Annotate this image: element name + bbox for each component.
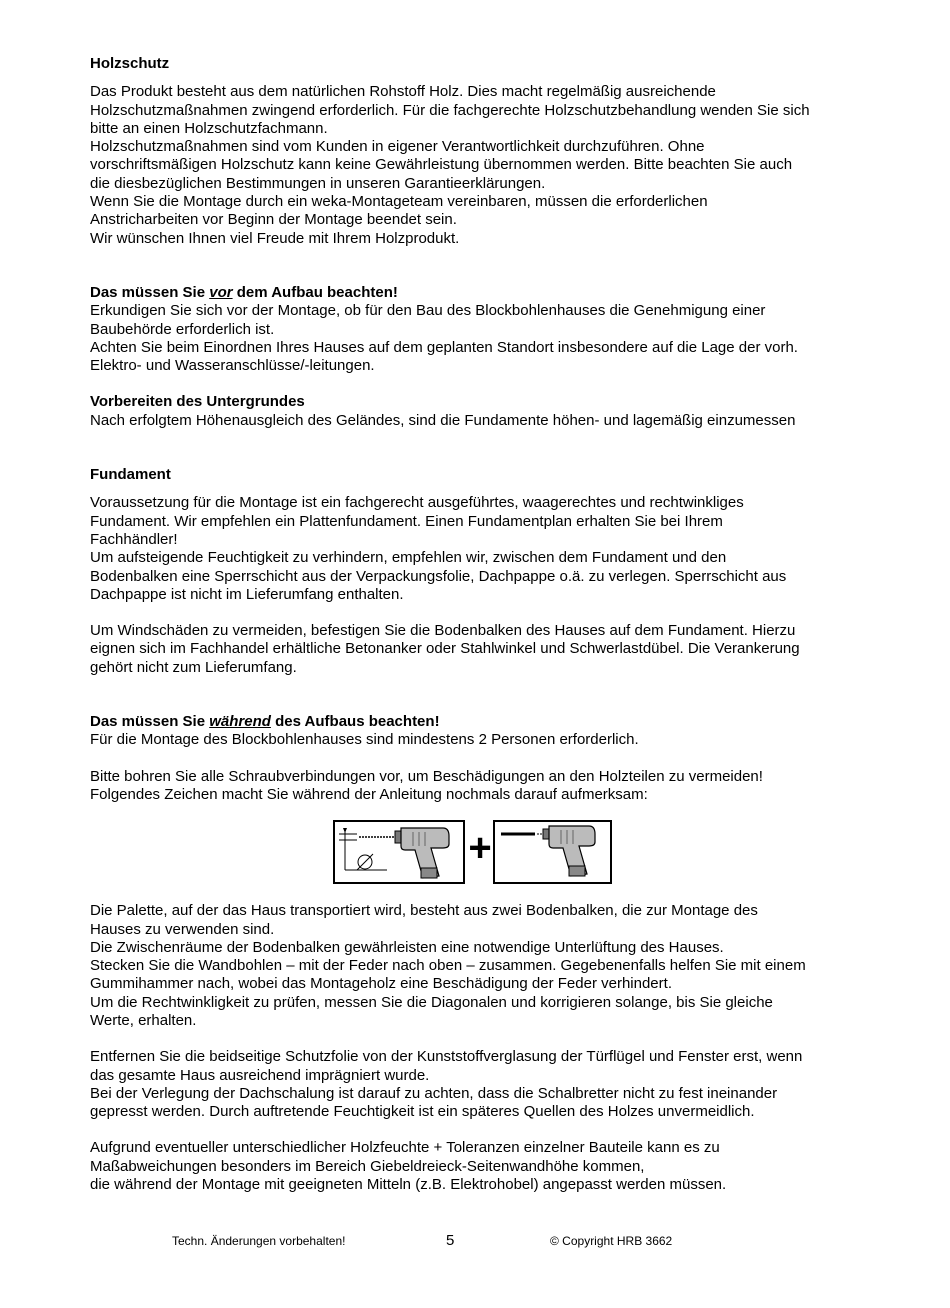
section-title-untergrund: Vorbereiten des Untergrundes bbox=[90, 393, 305, 411]
text-line: Um die Rechtwinkligkeit zu prüfen, messen Sie die Diagonalen und korrigieren solange, bis Sie gleiche bbox=[90, 993, 773, 1011]
text-line: Baubehörde erforderlich ist. bbox=[90, 320, 275, 338]
text-line: bitte an einen Holzschutzfachmann. bbox=[90, 119, 328, 137]
text-line: Werte, erhalten. bbox=[90, 1011, 197, 1029]
text-line: die während der Montage mit geeigneten Mitteln (z.B. Elektrohobel) angepasst werden müssen. bbox=[90, 1176, 727, 1194]
text-line: Maßabweichungen besonders im Bereich Giebeldreieck-Seitenwandhöhe kommen, bbox=[90, 1157, 645, 1175]
text-line: Für die Montage des Blockbohlenhauses sind mindestens 2 Personen erforderlich. bbox=[90, 731, 639, 749]
paragraph-fundament bbox=[90, 494, 870, 604]
text-line: Anstricharbeiten vor Beginn der Montage beendet sein. bbox=[90, 211, 457, 229]
section-title-holzschutz: Holzschutz bbox=[90, 55, 170, 72]
text-line: Bei der Verlegung der Dachschalung ist darauf zu achten, dass die Schalbretter nicht zu fest ineinander bbox=[90, 1084, 778, 1102]
text-line: gehört nicht zum Lieferumfang. bbox=[90, 658, 297, 676]
paragraph-vor-aufbau bbox=[90, 302, 870, 375]
text-line: Entfernen Sie die beidseitige Schutzfolie von der Kunststoffverglasung der Türflügel und Fenster erst, wenn bbox=[90, 1048, 803, 1066]
paragraph-fundament-2 bbox=[90, 622, 870, 677]
text-line: die diesbezüglichen Bestimmungen in unseren Garantieerklärungen. bbox=[90, 174, 546, 192]
section-title-fundament: Fundament bbox=[90, 466, 171, 484]
footer-notice: Techn. Änderungen vorbehalten! bbox=[172, 1234, 346, 1248]
drill-screw-icon bbox=[493, 820, 612, 884]
drill-diameter-icon bbox=[333, 820, 465, 884]
document-page bbox=[90, 55, 870, 1194]
text-line: Gummihammer nach, wobei das Montageholz eine Beschädigung der Feder verhindert. bbox=[90, 975, 672, 993]
text-line: Aufgrund eventueller unterschiedlicher Holzfeuchte + Toleranzen einzelner Bauteile kann es zu bbox=[90, 1139, 720, 1157]
text-line: Fundament. Wir empfehlen ein Plattenfundament. Einen Fundamentplan erhalten Sie bei Ihrem bbox=[90, 512, 723, 530]
title-emphasis: während bbox=[209, 713, 271, 731]
text-line: Holzschutzmaßnahmen sind vom Kunden in eigener Verantwortlichkeit durchzuführen. Ohne bbox=[90, 138, 705, 156]
text-line: Um aufsteigende Feuchtigkeit zu verhindern, empfehlen wir, zwischen dem Fundament und den bbox=[90, 549, 727, 567]
text-line: Stecken Sie die Wandbohlen – mit der Feder nach oben – zusammen. Gegebenenfalls helfen Sie mit einem bbox=[90, 957, 806, 975]
paragraph-palette bbox=[90, 902, 870, 1030]
text-line: Erkundigen Sie sich vor der Montage, ob für den Bau des Blockbohlenhauses die Genehmigung einer bbox=[90, 302, 766, 320]
plus-sign: + bbox=[468, 826, 492, 870]
title-emphasis: vor bbox=[209, 283, 233, 301]
text-line: Die Palette, auf der das Haus transportiert wird, besteht aus zwei Bodenbalken, die zur Montage des bbox=[90, 902, 758, 920]
text-line: eignen sich im Fachhandel erhältliche Betonanker oder Stahlwinkel und Schwerlastdübel. Die Verankerung bbox=[90, 640, 800, 658]
title-part: dem Aufbau beachten! bbox=[232, 283, 398, 301]
text-line: Bitte bohren Sie alle Schraubverbindungen vor, um Beschädigungen an den Holzteilen zu vermeiden! bbox=[90, 767, 763, 785]
section-title-waehrend bbox=[90, 713, 870, 731]
title-part: des Aufbaus beachten! bbox=[270, 713, 440, 731]
text-line: gepresst werden. Durch auftretende Feuchtigkeit ist ein späteres Quellen des Holzes unvermeidlich. bbox=[90, 1103, 755, 1121]
text-line: das gesamte Haus ausreichend imprägniert wurde. bbox=[90, 1066, 430, 1084]
text-line: Achten Sie beim Einordnen Ihres Hauses auf dem geplanten Standort insbesondere auf die Lage der vorh. bbox=[90, 338, 798, 356]
text-line: Das Produkt besteht aus dem natürlichen Rohstoff Holz. Dies macht regelmäßig ausreichende bbox=[90, 83, 716, 101]
footer-copyright: © Copyright HRB 3662 bbox=[550, 1234, 673, 1248]
text-line: Nach erfolgtem Höhenausgleich des Geländes, sind die Fundamente höhen- und lagemäßig einzumessen bbox=[90, 411, 796, 429]
paragraph-holzschutz bbox=[90, 83, 870, 248]
predrill-symbol bbox=[333, 820, 623, 886]
paragraph-holzfeuchte bbox=[90, 1139, 870, 1194]
title-part: Das müssen Sie bbox=[90, 713, 210, 731]
section-title-vor-aufbau bbox=[90, 284, 870, 302]
text-line: Hauses zu verwenden sind. bbox=[90, 920, 275, 938]
text-line: Fachhändler! bbox=[90, 530, 178, 548]
text-line: Dachpappe ist nicht im Lieferumfang enthalten. bbox=[90, 585, 404, 603]
text-line: Wenn Sie die Montage durch ein weka-Montageteam vereinbaren, müssen die erforderlichen bbox=[90, 193, 708, 211]
title-part: Das müssen Sie bbox=[90, 283, 210, 301]
page-number: 5 bbox=[446, 1232, 455, 1249]
paragraph-schutzfolie bbox=[90, 1048, 870, 1121]
text-line: Bodenbalken eine Sperrschicht aus der Verpackungsfolie, Dachpappe o.ä. zu verlegen. Sperrschicht aus bbox=[90, 567, 787, 585]
text-line: Voraussetzung für die Montage ist ein fachgerecht ausgeführtes, waagerechtes und rechtwinkliges bbox=[90, 494, 744, 512]
text-line: vorschriftsmäßigen Holzschutz kann keine Gewährleistung übernommen werden. Bitte beachten Sie auch bbox=[90, 156, 793, 174]
text-line: Wir wünschen Ihnen viel Freude mit Ihrem Holzprodukt. bbox=[90, 229, 460, 247]
text-line: Die Zwischenräume der Bodenbalken gewährleisten eine notwendige Unterlüftung des Hauses. bbox=[90, 938, 724, 956]
text-line: Elektro- und Wasseranschlüsse/-leitungen. bbox=[90, 357, 375, 375]
text-line: Holzschutzmaßnahmen zwingend erforderlich. Für die fachgerechte Holzschutzbehandlung wenden Sie sich bbox=[90, 101, 810, 119]
text-line: Um Windschäden zu vermeiden, befestigen Sie die Bodenbalken des Hauses auf dem Fundament. Hierzu bbox=[90, 622, 796, 640]
text-line: Folgendes Zeichen macht Sie während der Anleitung nochmals darauf aufmerksam: bbox=[90, 785, 648, 803]
